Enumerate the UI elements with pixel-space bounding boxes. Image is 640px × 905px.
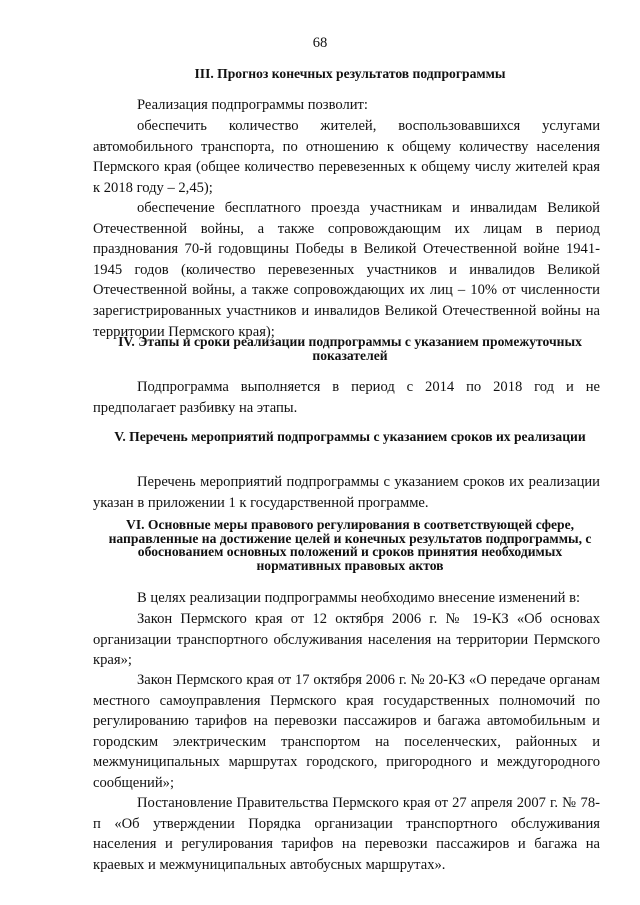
section-6-paragraph-4: Постановление Правительства Пермского края от 27 апреля 2007 г. № 78-п «Об утверждении Порядка организации транспортного обслуживания населения и регулирования тарифов на перевозки пассажиров и багажа на краевых и межмуниципальных автобусных маршрутах».	[93, 795, 600, 873]
section-4-heading: IV. Этапы и сроки реализации подпрограммы с указанием промежуточных показателей	[118, 334, 582, 363]
section-3-paragraph-1: Реализация подпрограммы позволит:	[137, 97, 368, 113]
section-6-paragraph-1: В целях реализации подпрограммы необходимо внесение изменений в:	[137, 590, 581, 606]
page-number: 68	[312, 35, 328, 51]
section-5-paragraph-1: Перечень мероприятий подпрограммы с указанием сроков их реализации указан в приложении 1 к государственной программе.	[93, 474, 600, 511]
section-6-heading: VI. Основные меры правового регулирования в соответствующей сфере, направленные на достижение целей и конечных результатов подпрограммы, с обоснованием основных положений и сроков принятия необходимых нормативных правовых актов	[108, 517, 592, 573]
section-6-paragraph-3: Закон Пермского края от 17 октября 2006 г. № 20-КЗ «О передаче органам местного самоуправления Пермского края государственных полномочий по регулированию тарифов на перевозки пассажиров и багажа автомобильным и городским электрическим транспортом на поселенческих, районных и межмуниципальных маршрутах городского, пригородного и междугородного сообщений»;	[93, 672, 600, 791]
section-3-paragraph-3: обеспечение бесплатного проезда участникам и инвалидам Великой Отечественной войны, а также сопровождающим их лицам в период празднования 70-й годовщины Победы в Великой Отечественной войне 1941-1945 годов (количество перевезенных участников и инвалидов Великой Отечественной войны, а также сопровождающих их лиц – 10% от численности зарегистрированных участников и инвалидов Великой Отечественной войны на территории Пермского края);	[93, 200, 600, 340]
section-3-paragraph-2: обеспечить количество жителей, воспользовавшихся услугами автомобильного транспорта, по отношению к общему количеству населения Пермского края (общее количество перевезенных к общему числу жителей края к 2018 году – 2,45);	[93, 118, 600, 196]
section-6-paragraph-2: Закон Пермского края от 12 октября 2006 г. № 19-КЗ «Об основах организации транспортного обслуживания населения на территории Пермского края»;	[93, 611, 600, 669]
section-4-paragraph-1: Подпрограмма выполняется в период с 2014 по 2018 год и не предполагает разбивку на этапы.	[93, 379, 600, 416]
section-5-heading: V. Перечень мероприятий подпрограммы с указанием сроков их реализации	[114, 429, 586, 444]
section-3-heading: III. Прогноз конечных результатов подпрограммы	[194, 66, 506, 81]
